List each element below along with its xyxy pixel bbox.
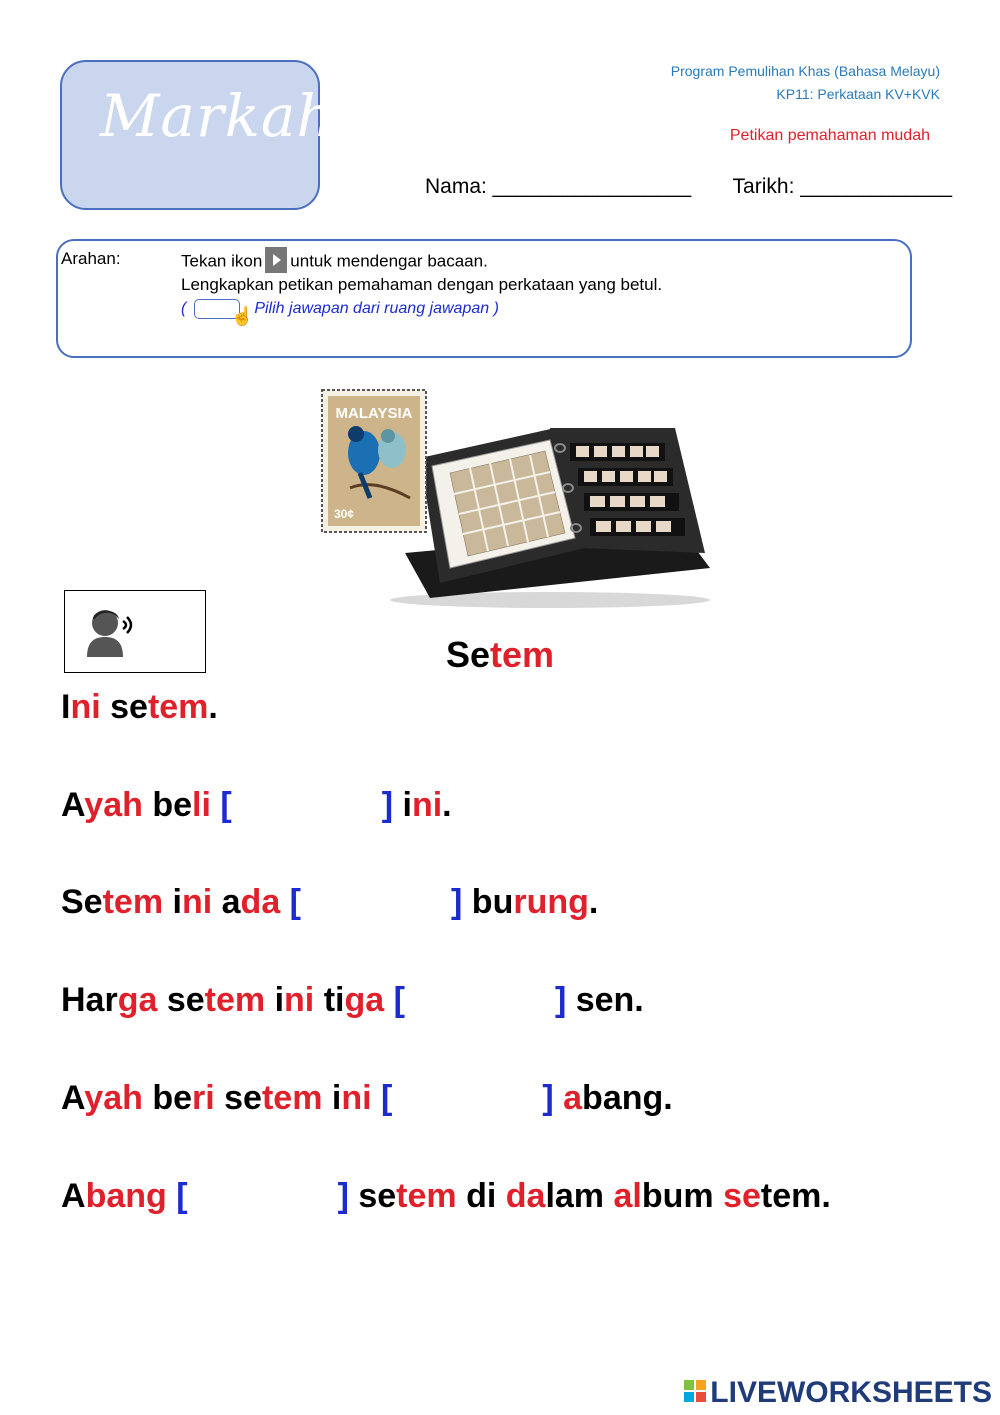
syllable: se <box>723 1177 761 1215</box>
sentence-1 <box>61 688 218 727</box>
syllable: ni <box>284 981 315 1019</box>
sentence-4 <box>61 981 644 1020</box>
answer-blank-2[interactable] <box>301 889 451 919</box>
syllable: li <box>192 786 211 824</box>
instruction-text: Tekan ikon <box>181 251 263 271</box>
syllable: A <box>61 1079 85 1117</box>
syllable: tem <box>261 1079 323 1117</box>
syllable: ga <box>117 981 158 1019</box>
syllable: ni <box>341 1079 372 1117</box>
syllable: a <box>563 1079 583 1117</box>
syllable: . <box>588 883 599 921</box>
bracket-close: ] <box>554 981 576 1019</box>
speaking-head-icon <box>79 601 139 661</box>
syllable: a <box>212 883 241 921</box>
syllable: ni <box>181 883 213 921</box>
liveworksheets-logo <box>684 1376 992 1410</box>
paren: ( <box>181 300 187 318</box>
syllable: bum <box>641 1177 724 1215</box>
brand-text: LIVEWORKSHEETS <box>710 1376 992 1409</box>
syllable: ni <box>411 786 443 824</box>
syllable: Har <box>61 981 118 1019</box>
hand-pointer-icon: ☝ <box>231 306 254 326</box>
syllable: se <box>358 1177 397 1215</box>
syllable: di <box>456 1177 506 1215</box>
worksheet-subtitle: Petikan pemahaman mudah <box>729 127 930 144</box>
syllable: ri <box>192 1079 215 1117</box>
answer-blank-4[interactable] <box>392 1085 542 1115</box>
title-syllable: tem <box>490 634 555 675</box>
bracket-close: ] <box>451 883 472 921</box>
sentence-3 <box>61 883 598 922</box>
syllable: tem <box>147 688 209 726</box>
bracket-close: ] <box>542 1079 564 1117</box>
bracket-open: [ <box>166 1177 188 1215</box>
syllable: da <box>505 1177 546 1215</box>
unit-title: KP11: Perkataan KV+KVK <box>776 86 940 102</box>
syllable: se <box>100 688 148 726</box>
bracket-open: [ <box>371 1079 393 1117</box>
syllable: se <box>157 981 205 1019</box>
instructions-label: Arahan: <box>61 249 121 268</box>
syllable: be <box>142 1079 193 1117</box>
program-title: Program Pemulihan Khas (Bahasa Melayu) <box>670 63 940 79</box>
syllable: yah <box>84 786 143 824</box>
syllable: sen. <box>575 981 644 1019</box>
syllable: tem <box>102 883 164 921</box>
stamp-value: 30¢ <box>334 507 355 521</box>
answer-blank-5[interactable] <box>188 1183 338 1213</box>
logo-grid-icon <box>684 1380 706 1402</box>
syllable: lam <box>545 1177 614 1215</box>
syllable: yah <box>84 1079 143 1117</box>
audio-play-button[interactable] <box>64 590 206 673</box>
name-field-label <box>425 175 952 199</box>
bracket-open: [ <box>210 786 232 824</box>
syllable: bang. <box>582 1079 673 1117</box>
syllable: i <box>163 883 182 921</box>
syllable: i <box>402 786 412 824</box>
syllable: tem <box>204 981 266 1019</box>
syllable: i <box>265 981 285 1019</box>
syllable: da <box>240 883 281 921</box>
syllable: I <box>61 688 71 726</box>
instruction-line-3 <box>181 299 499 326</box>
bracket-close: ] <box>337 1177 359 1215</box>
syllable: . <box>208 688 218 726</box>
syllable: tem. <box>760 1177 831 1215</box>
score-label: Markah <box>100 82 335 150</box>
answer-blank-3[interactable] <box>405 987 555 1017</box>
bracket-open: [ <box>280 883 302 921</box>
syllable: A <box>61 786 85 824</box>
syllable: se <box>214 1079 262 1117</box>
title-syllable: Se <box>446 634 491 675</box>
syllable: . <box>442 786 452 824</box>
sentence-6 <box>61 1177 831 1216</box>
instruction-text: untuk mendengar bacaan. <box>290 251 488 271</box>
syllable: bu <box>471 883 514 921</box>
stamp-album-image <box>320 388 720 610</box>
syllable: ga <box>344 981 385 1019</box>
syllable: rung <box>513 883 589 921</box>
syllable: ti <box>314 981 345 1019</box>
bracket-close: ] <box>381 786 403 824</box>
instruction-text: Pilih jawapan dari ruang jawapan ) <box>254 300 499 318</box>
syllable: Se <box>61 883 103 921</box>
syllable: tem <box>396 1177 457 1215</box>
name-label: Nama: _________________ <box>425 175 692 198</box>
play-icon <box>265 247 287 273</box>
instruction-line-2: Lengkapkan petikan pemahaman dengan perkataan yang betul. <box>181 275 663 294</box>
answer-blank-1[interactable] <box>232 792 382 822</box>
syllable: be <box>142 786 193 824</box>
syllable: al <box>613 1177 642 1215</box>
sentence-5 <box>61 1079 673 1118</box>
stamp-country: MALAYSIA <box>335 405 413 422</box>
bracket-open: [ <box>384 981 405 1019</box>
syllable: A <box>61 1177 86 1215</box>
sentence-2 <box>61 786 452 825</box>
syllable: i <box>322 1079 342 1117</box>
date-label: Tarikh: _____________ <box>732 175 953 198</box>
answer-field-sample <box>194 299 254 326</box>
syllable: bang <box>85 1177 167 1215</box>
syllable: ni <box>70 688 101 726</box>
passage-title <box>446 634 554 676</box>
instruction-line-1 <box>181 249 488 275</box>
